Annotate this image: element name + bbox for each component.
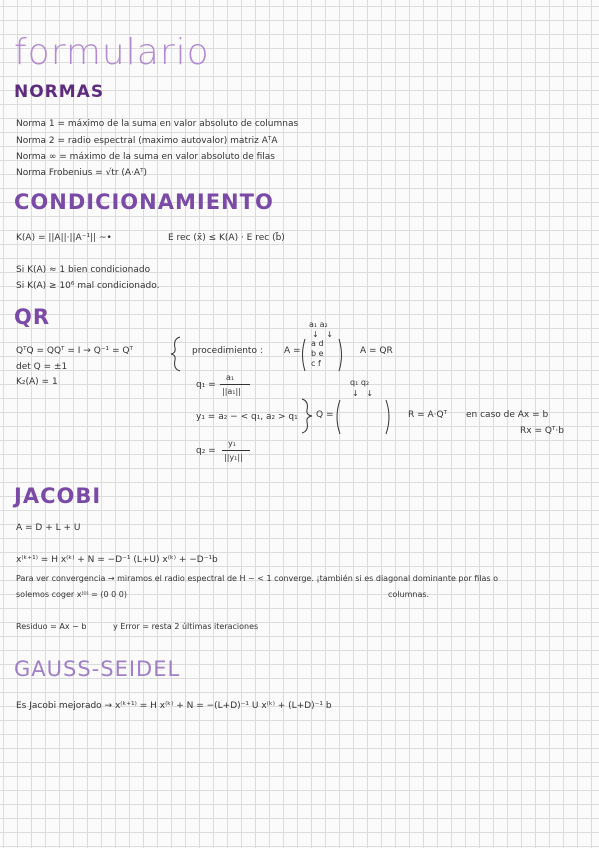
jacobi-columnas: columnas.: [388, 590, 430, 599]
caso-axb: en caso de Ax = b: [466, 410, 549, 420]
heading-condicionamiento: CONDICIONAMIENTO: [14, 190, 274, 214]
mal-condicionado: Si K(A) ≥ 10⁶ mal condicionado.: [16, 281, 160, 291]
jacobi-decomposition: A = D + L + U: [16, 523, 81, 533]
q-matrix-label: Q =: [316, 410, 334, 420]
rx-formula: Rx = Qᵀ·b: [520, 426, 564, 436]
q1-fraction-bar: [220, 384, 250, 385]
jacobi-error: y Error = resta 2 últimas iteraciones: [113, 622, 259, 631]
heading-jacobi: JACOBI: [14, 484, 102, 508]
norma-1-line: Norma 1 = máximo de la suma en valor absoluto de columnas: [16, 119, 299, 129]
heading-qr: QR: [14, 305, 51, 329]
q-column-arrows: ↓ ↓: [352, 389, 374, 398]
a-matrix-row-3: c f: [311, 359, 321, 368]
heading-normas: NORMAS: [14, 82, 105, 102]
a-equals-qr: A = QR: [360, 346, 393, 356]
qr-orthogonal: QᵀQ = QQᵀ = I → Q⁻¹ = Qᵀ: [16, 346, 133, 356]
heading-gauss-seidel: GAUSS-SEIDEL: [14, 657, 181, 681]
q-brace: [300, 398, 314, 434]
a-column-arrows: ↓ ↓: [312, 330, 334, 339]
q2-numerator: y₁: [228, 439, 236, 448]
q2-fraction-bar: [222, 450, 250, 451]
q2-label: q₂ =: [196, 446, 216, 456]
norma-2-line: Norma 2 = radio espectral (maximo autovalor) matriz AᵀA: [16, 136, 278, 146]
jacobi-convergence: Para ver convergencia → miramos el radio espectral de H ~ < 1 converge. ¡también si es diagonal dominante por filas o: [16, 574, 498, 583]
a-matrix-row-1: a d: [311, 339, 324, 348]
procedure-brace: [170, 336, 184, 372]
procedimiento-label: procedimiento :: [192, 346, 263, 356]
gauss-seidel-formula: Es Jacobi mejorado → x⁽ᵏ⁺¹⁾ = H x⁽ᵏ⁾ + N = −(L+D)⁻¹ U x⁽ᵏ⁾ + (L+D)⁻¹ b: [16, 701, 332, 711]
jacobi-initial: solemos coger x⁽⁰⁾ = (0 0 0): [16, 590, 127, 599]
r-formula: R = A·Qᵀ: [408, 410, 448, 420]
condicion-error: E rec (x̃) ≤ K(A) · E rec (b̃): [168, 233, 285, 243]
a-column-labels: a₁ a₂: [309, 320, 328, 329]
jacobi-residuo: Residuo = Ax − b: [16, 622, 87, 631]
q1-label: q₁ =: [196, 380, 216, 390]
a-matrix-label: A =: [284, 346, 301, 356]
q1-numerator: a₁: [226, 373, 235, 382]
norma-frobenius-line: Norma Frobenius = √tr (A·Aᵀ): [16, 168, 148, 178]
q-column-labels: q₁ q₂: [350, 378, 370, 387]
norma-inf-line: Norma ∞ = máximo de la suma en valor absoluto de filas: [16, 152, 275, 162]
bien-condicionado: Si K(A) ≈ 1 bien condicionado: [16, 265, 151, 275]
jacobi-iteration: x⁽ᵏ⁺¹⁾ = H x⁽ᵏ⁾ + N = −D⁻¹ (L+U) x⁽ᵏ⁾ + −D⁻¹b: [16, 555, 218, 565]
qr-det: det Q = ±1: [16, 362, 68, 372]
y1-formula: y₁ = a₂ − < q₁, a₂ > q₁: [196, 412, 298, 422]
a-matrix-row-2: b e: [311, 349, 324, 358]
condicion-formula: K(A) = ||A||·||A⁻¹|| ~•: [16, 233, 112, 243]
qr-cond: K₂(A) = 1: [16, 377, 58, 387]
q-matrix-brackets: [334, 399, 392, 435]
page-title: formulario: [14, 32, 210, 73]
q1-denominator: ||a₁||: [222, 387, 241, 396]
q2-denominator: ||y₁||: [224, 453, 243, 462]
